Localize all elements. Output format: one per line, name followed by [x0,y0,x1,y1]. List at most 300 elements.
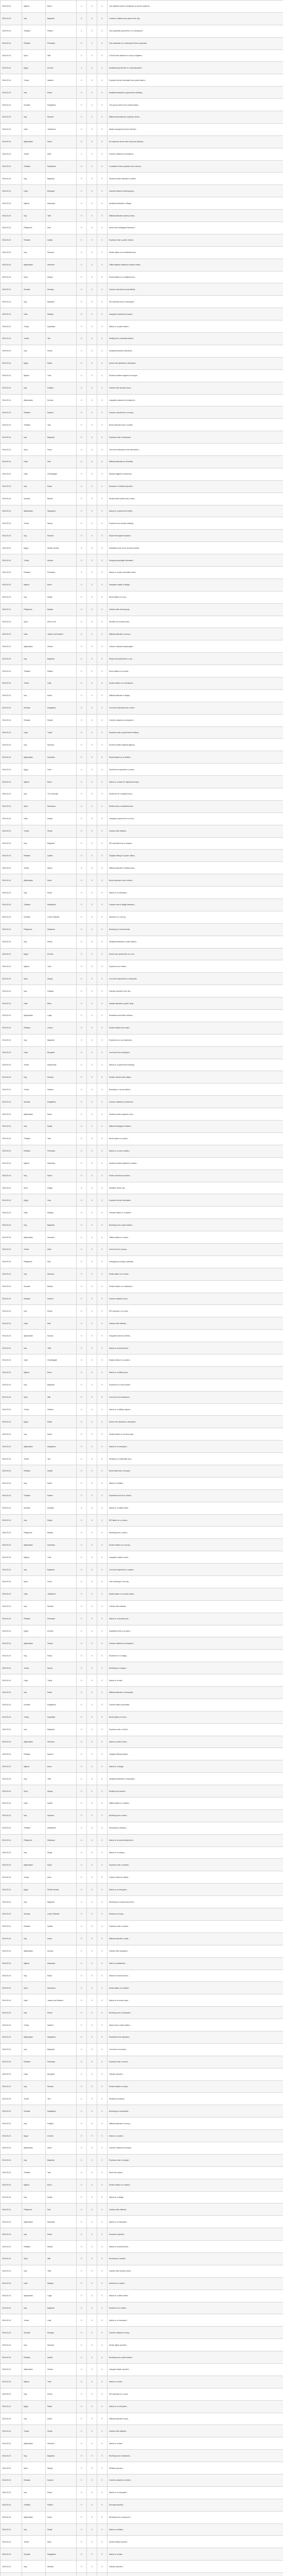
table-row [1,1957,283,1970]
other-cell: 0 [97,1354,108,1366]
date-cell: 2016-03-01 [1,1846,22,1859]
city-cell: Nangarhar [46,2031,77,2043]
description-cell: Rocket attack on an airfield... [108,751,283,764]
other-cell: 0 [97,1280,108,1293]
table-row [1,2277,283,2290]
table-row [1,665,283,677]
date-cell: 2016-03-01 [1,2376,22,2388]
wounded-cell: 0 [87,1994,97,2007]
country-cell: Afghanistan [22,1010,46,1022]
country-cell: Iraq [22,887,46,899]
country-cell: Iraq [22,1896,46,1908]
wounded-cell: 0 [87,689,97,702]
table-row [1,985,283,997]
city-cell: Diyala [46,2523,77,2536]
other-cell: 0 [97,2536,108,2548]
city-cell: Aden [46,2536,77,2548]
country-cell: Iraq [22,936,46,948]
other-cell: 0 [97,542,108,554]
country-cell: Iraq [22,173,46,185]
country-cell: Pakistan [22,1293,46,1305]
date-cell: 2016-03-01 [1,1170,22,1182]
country-cell: Afghanistan [22,2364,46,2376]
wounded-cell: 0 [87,1157,97,1170]
other-cell: 0 [97,1871,108,1884]
description-cell: Two militants carried out attacks on secure positions... [108,1,283,13]
description-cell: Suicide attack on a market... [108,2179,283,2191]
other-cell: 0 [97,2561,108,2573]
wounded-cell: 0 [87,1600,97,1613]
city-cell: Pattani [46,665,77,677]
killed-cell: 0 [77,1994,87,2007]
table-row [1,1157,283,1170]
city-cell: Logar [46,1010,77,1022]
other-cell: 0 [97,148,108,160]
city-cell: Baghdad [46,1896,77,1908]
date-cell: 2016-03-01 [1,936,22,948]
wounded-cell: 0 [87,1010,97,1022]
country-cell: Yemen [22,2093,46,2105]
wounded-cell: 0 [87,246,97,259]
city-cell: Kirkuk [46,1650,77,1662]
country-cell: Thailand [22,25,46,37]
wounded-cell: 0 [87,444,97,456]
wounded-cell: 0 [87,1539,97,1551]
killed-cell: 0 [77,2216,87,2228]
killed-cell: 0 [77,160,87,173]
country-cell: India [22,123,46,135]
city-cell: Quetta [46,850,77,862]
table-row [1,1982,283,1994]
description-cell: Bombing at a market... [108,2252,283,2265]
description-cell: Attack on a government office... [108,505,283,517]
description-cell: Two assailants opened fire on a checkpoint... [108,25,283,37]
other-cell: 0 [97,530,108,542]
date-cell: 2016-03-01 [1,1564,22,1576]
city-cell: Jharkhand [46,1588,77,1600]
killed-cell: 0 [77,554,87,567]
killed-cell: 0 [77,2228,87,2241]
other-cell [97,2573,108,2576]
date-cell: 2016-03-01 [1,1243,22,1256]
date-cell: 2016-03-01 [1,1219,22,1231]
killed-cell: 0 [77,1182,87,1194]
killed-cell: 0 [77,2302,87,2314]
city-cell: Tuz Khurmatu [46,788,77,801]
country-cell: Iraq [22,2043,46,2056]
description-cell: A truck bomb attacked a convoy of fighters... [108,49,283,62]
table-row [1,99,283,111]
date-cell: 2016-03-01 [1,406,22,419]
description-cell: An explosive device was found and defused... [108,135,283,148]
description-cell: Suicide attack on a convoy... [108,1539,283,1551]
wounded-cell: 0 [87,1514,97,1527]
table-row [1,2339,283,2351]
wounded-cell: 0 [87,505,97,517]
description-cell: Explosive device detonated near police station... [108,74,283,87]
city-cell: Kandahar [46,1539,77,1551]
other-cell: 0 [97,1798,108,1810]
date-cell: 2016-03-01 [1,2327,22,2339]
description-cell: Roadside bomb killed civilians... [108,1010,283,1022]
killed-cell: 0 [77,1305,87,1317]
date-cell: 2016-03-01 [1,1576,22,1588]
other-cell: 0 [97,923,108,936]
date-cell: 2016-03-01 [1,259,22,271]
killed-cell: 0 [77,1465,87,1477]
other-cell: 0 [97,12,108,25]
city-cell: Diyala [46,1514,77,1527]
killed-cell: 0 [77,345,87,357]
description-cell: Grenade attack on a market... [108,1207,283,1219]
country-cell: Pakistan [22,2241,46,2253]
table-row [1,1121,283,1133]
killed-cell: 0 [77,2154,87,2166]
city-cell: Tikrit [46,2265,77,2277]
description-cell: Bomb blast near a mosque... [108,1465,283,1477]
description-cell: Gunmen attacked a mosque... [108,2142,283,2154]
killed-cell: 0 [77,2204,87,2216]
date-cell: 2016-03-01 [1,1489,22,1502]
table-row [1,2511,283,2523]
description-cell: Attack on a village... [108,1760,283,1773]
date-cell: 2016-03-01 [1,369,22,382]
other-cell: 0 [97,1982,108,1994]
date-cell: 2016-03-01 [1,923,22,936]
other-cell: 0 [97,2511,108,2523]
country-cell: Turkey [22,1711,46,1723]
table-row [1,87,283,99]
city-cell: Baghdad [46,1723,77,1736]
date-cell: 2016-03-01 [1,1871,22,1884]
country-cell: Libya [22,1674,46,1687]
other-cell: 0 [97,591,108,603]
table-row [1,369,283,382]
killed-cell: 1 [77,62,87,74]
killed-cell: 0 [77,1083,87,1096]
wounded-cell: 0 [87,12,97,25]
other-cell: 0 [97,1699,108,1711]
table-row [1,1379,283,1391]
description-cell: Suicide attack on a restaurant... [108,1280,283,1293]
city-cell: Peshawar [46,1613,77,1625]
table-row [1,566,283,579]
table-row [1,702,283,714]
date-cell: 2016-03-01 [1,899,22,911]
country-cell: Afghanistan [22,2511,46,2523]
date-cell: 2016-03-01 [1,1662,22,1674]
wounded-cell: 0 [87,2179,97,2191]
city-cell: Kabul [46,135,77,148]
country-cell: Iraq [22,689,46,702]
killed-cell: 0 [77,1010,87,1022]
country-cell: India [22,812,46,825]
other-cell: 0 [97,455,108,468]
other-cell: 0 [97,2425,108,2437]
killed-cell: 0 [77,1564,87,1576]
city-cell: Peshawar [46,2056,77,2068]
description-cell: Car bomb at a market... [108,2043,283,2056]
description-cell: Bombing at a checkpoint... [108,2105,283,2117]
other-cell: 0 [97,444,108,456]
description-cell: Small bomb exploded in a street... [108,764,283,776]
city-cell: Mosul [46,480,77,493]
description-cell: Airstrike hit a market area... [108,616,283,628]
table-row [1,1773,283,1785]
wounded-cell: 0 [87,2105,97,2117]
killed-cell: 0 [77,1785,87,1798]
table-row [1,173,283,185]
other-cell: 0 [97,1194,108,1207]
city-cell: Adamawa [46,1157,77,1170]
table-row [1,2400,283,2413]
date-cell: 2016-03-01 [1,665,22,677]
description-cell: Attack on a mosque... [108,1846,283,1859]
city-cell: Baghdad [46,2302,77,2314]
killed-cell: 0 [77,2351,87,2364]
description-cell: Raid on a settlement... [108,1957,283,1970]
city-cell: Hakkari [46,1403,77,1416]
city-cell: Idlib [46,49,77,62]
date-cell: 2016-03-01 [1,234,22,246]
wounded-cell: 0 [87,1096,97,1108]
date-cell: 2016-03-01 [1,2475,22,2487]
other-cell: 0 [97,1748,108,1760]
wounded-cell: 0 [87,1650,97,1662]
date-cell: 2016-03-01 [1,2130,22,2142]
wounded-cell: 0 [87,764,97,776]
date-cell: 2016-03-01 [1,1022,22,1034]
killed-cell: 0 [77,2166,87,2179]
description-cell: Bombing near a checkpoint... [108,2007,283,2019]
date-cell: 2016-03-01 [1,2351,22,2364]
killed-cell: 0 [77,1145,87,1157]
killed-cell: 0 [77,1588,87,1600]
wounded-cell: 0 [87,1687,97,1699]
country-cell: Iraq [22,345,46,357]
country-cell: Pakistan [22,406,46,419]
country-cell: Afghanistan [22,1440,46,1453]
killed-cell: 0 [77,1687,87,1699]
wounded-cell: 0 [87,62,97,74]
other-cell: 0 [97,2548,108,2561]
date-cell: 2016-03-01 [1,1674,22,1687]
table-row [1,2290,283,2302]
killed-cell: 0 [77,936,87,948]
country-cell: Iraq [22,1305,46,1317]
date-cell: 2016-03-01 [1,788,22,801]
other-cell: 0 [97,948,108,960]
table-row [1,1896,283,1908]
wounded-cell: 0 [87,1871,97,1884]
country-cell: Afghanistan [22,1945,46,1957]
city-cell: Istanbul [46,74,77,87]
country-cell: Iraq [22,985,46,997]
description-cell: Explosion near a market... [108,1920,283,1933]
table-row [1,2536,283,2548]
killed-cell: 0 [77,2339,87,2351]
table-row [1,1736,283,1748]
city-cell: Cairo [46,764,77,776]
killed-cell: 0 [77,1379,87,1391]
other-cell: 0 [97,234,108,246]
killed-cell: 0 [77,493,87,505]
wounded-cell: 0 [87,960,97,973]
other-cell: 0 [97,2031,108,2043]
city-cell: Al Arish [46,1625,77,1637]
killed-cell: 0 [77,185,87,197]
description-cell: Armed men attacked a checkpoint... [108,357,283,369]
country-cell: Thailand [22,1132,46,1145]
description-cell: Explosion near a school... [108,2056,283,2068]
description-cell: Explosive device detonated... [108,1194,283,1207]
wounded-cell: 0 [87,1884,97,1896]
date-cell: 2016-03-01 [1,1711,22,1723]
date-cell: 2016-03-01 [1,1010,22,1022]
description-cell: Shelling reported... [108,2462,283,2475]
table-row [1,603,283,616]
killed-cell: 0 [77,406,87,419]
date-cell: 2016-03-01 [1,210,22,222]
other-cell: 0 [97,296,108,308]
country-cell: Syria [22,444,46,456]
description-cell: Suicide bomber targeted a bus... [108,1108,283,1121]
killed-cell: 0 [77,1798,87,1810]
other-cell: 0 [97,2302,108,2314]
killed-cell: 0 [77,591,87,603]
date-cell: 2016-03-01 [1,25,22,37]
date-cell: 2016-03-01 [1,394,22,406]
other-cell: 0 [97,1182,108,1194]
killed-cell: 0 [77,1453,87,1465]
country-cell: Egypt [22,2130,46,2142]
other-cell: 0 [97,739,108,751]
other-cell: 0 [97,1342,108,1354]
description-cell: Bomb attack on a bus... [108,1711,283,1723]
other-cell: 0 [97,1933,108,1945]
wounded-cell: 0 [87,1527,97,1539]
description-cell: Armed men opened fire on a car... [108,948,283,960]
city-cell: Karachi [46,2475,77,2487]
other-cell: 0 [97,37,108,49]
killed-cell: 0 [77,2007,87,2019]
killed-cell: 0 [77,2179,87,2191]
table-row [1,1010,283,1022]
country-cell: Nigeria [22,197,46,210]
wounded-cell: 0 [87,1256,97,1268]
date-cell: 2016-03-01 [1,1440,22,1453]
killed-cell: 0 [77,616,87,628]
killed-cell: 0 [77,1662,87,1674]
country-cell: Iraq [22,1428,46,1440]
city-cell: Ramadi [46,2080,77,2093]
description-cell: Roadside bomb explosion... [108,2031,283,2043]
table-row [1,2475,283,2487]
country-cell: Thailand [22,160,46,173]
table-row [1,1674,283,1687]
killed-cell: 0 [77,1207,87,1219]
description-cell: Militants kidnapped civilians... [108,1121,283,1133]
description-cell: Attack on security forces... [108,1342,283,1354]
killed-cell: 0 [77,542,87,554]
country-cell: Thailand [22,1822,46,1834]
other-cell: 0 [97,246,108,259]
description-cell: Attack on a village... [108,2191,283,2204]
other-cell: 0 [97,1083,108,1096]
wounded-cell: 0 [87,1637,97,1650]
wounded-cell: 0 [87,1551,97,1564]
description-cell: Insurgents opened fire on a bus... [108,812,283,825]
table-row [1,1330,283,1342]
wounded-cell: 0 [87,554,97,567]
table-row [1,357,283,369]
city-cell [46,2573,77,2576]
table-row [1,874,283,887]
date-cell: 2016-03-01 [1,62,22,74]
country-cell: Iraq [22,431,46,444]
country-cell: Yemen [22,1662,46,1674]
city-cell: Yobe [46,960,77,973]
table-row [1,1108,283,1121]
city-cell: Kunduz [46,1945,77,1957]
wounded-cell: 0 [87,2425,97,2437]
description-cell: Militants attacked a checkpoint... [108,1687,283,1699]
wounded-cell: 0 [87,2265,97,2277]
description-cell: Explosion at a market... [108,2302,283,2314]
city-cell: Ramadi [46,1600,77,1613]
city-cell: Diyala [46,591,77,603]
wounded-cell: 0 [87,1,97,13]
killed-cell: 0 [77,2277,87,2290]
killed-cell: 0 [77,1748,87,1760]
killed-cell: 0 [77,1933,87,1945]
table-row [1,997,283,1010]
country-cell: Iraq [22,382,46,394]
wounded-cell: 0 [87,640,97,653]
killed-cell: 0 [77,197,87,210]
wounded-cell: 0 [87,800,97,812]
date-cell: 2016-03-01 [1,2204,22,2216]
city-cell: Mogadishu [46,2548,77,2561]
city-cell: Yala [46,2166,77,2179]
city-cell: Pattani [46,1489,77,1502]
city-cell: Samarra [46,1268,77,1280]
description-cell: Bomb explosion near a shrine... [108,874,283,887]
wounded-cell: 2 [87,148,97,160]
table-row [1,246,283,259]
wounded-cell: 0 [87,1182,97,1194]
other-cell: 0 [97,468,108,480]
other-cell: 0 [97,837,108,850]
killed-cell: 0 [77,2437,87,2450]
other-cell: 0 [97,812,108,825]
other-cell: 0 [97,2228,108,2241]
date-cell: 2016-03-01 [1,2523,22,2536]
other-cell: 0 [97,1736,108,1748]
killed-cell: 0 [77,788,87,801]
date-cell: 2016-03-01 [1,1637,22,1650]
description-cell: Gunmen opened fire on a shop... [108,406,283,419]
description-cell: Clashes with militants... [108,1317,283,1330]
table-row [1,2499,283,2511]
other-cell: 0 [97,2007,108,2019]
country-cell: Pakistan [22,234,46,246]
wounded-cell: 0 [87,566,97,579]
wounded-cell: 0 [87,1207,97,1219]
city-cell: Borno [46,776,77,788]
other-cell: 0 [97,49,108,62]
country-cell: Iraq [22,2191,46,2204]
